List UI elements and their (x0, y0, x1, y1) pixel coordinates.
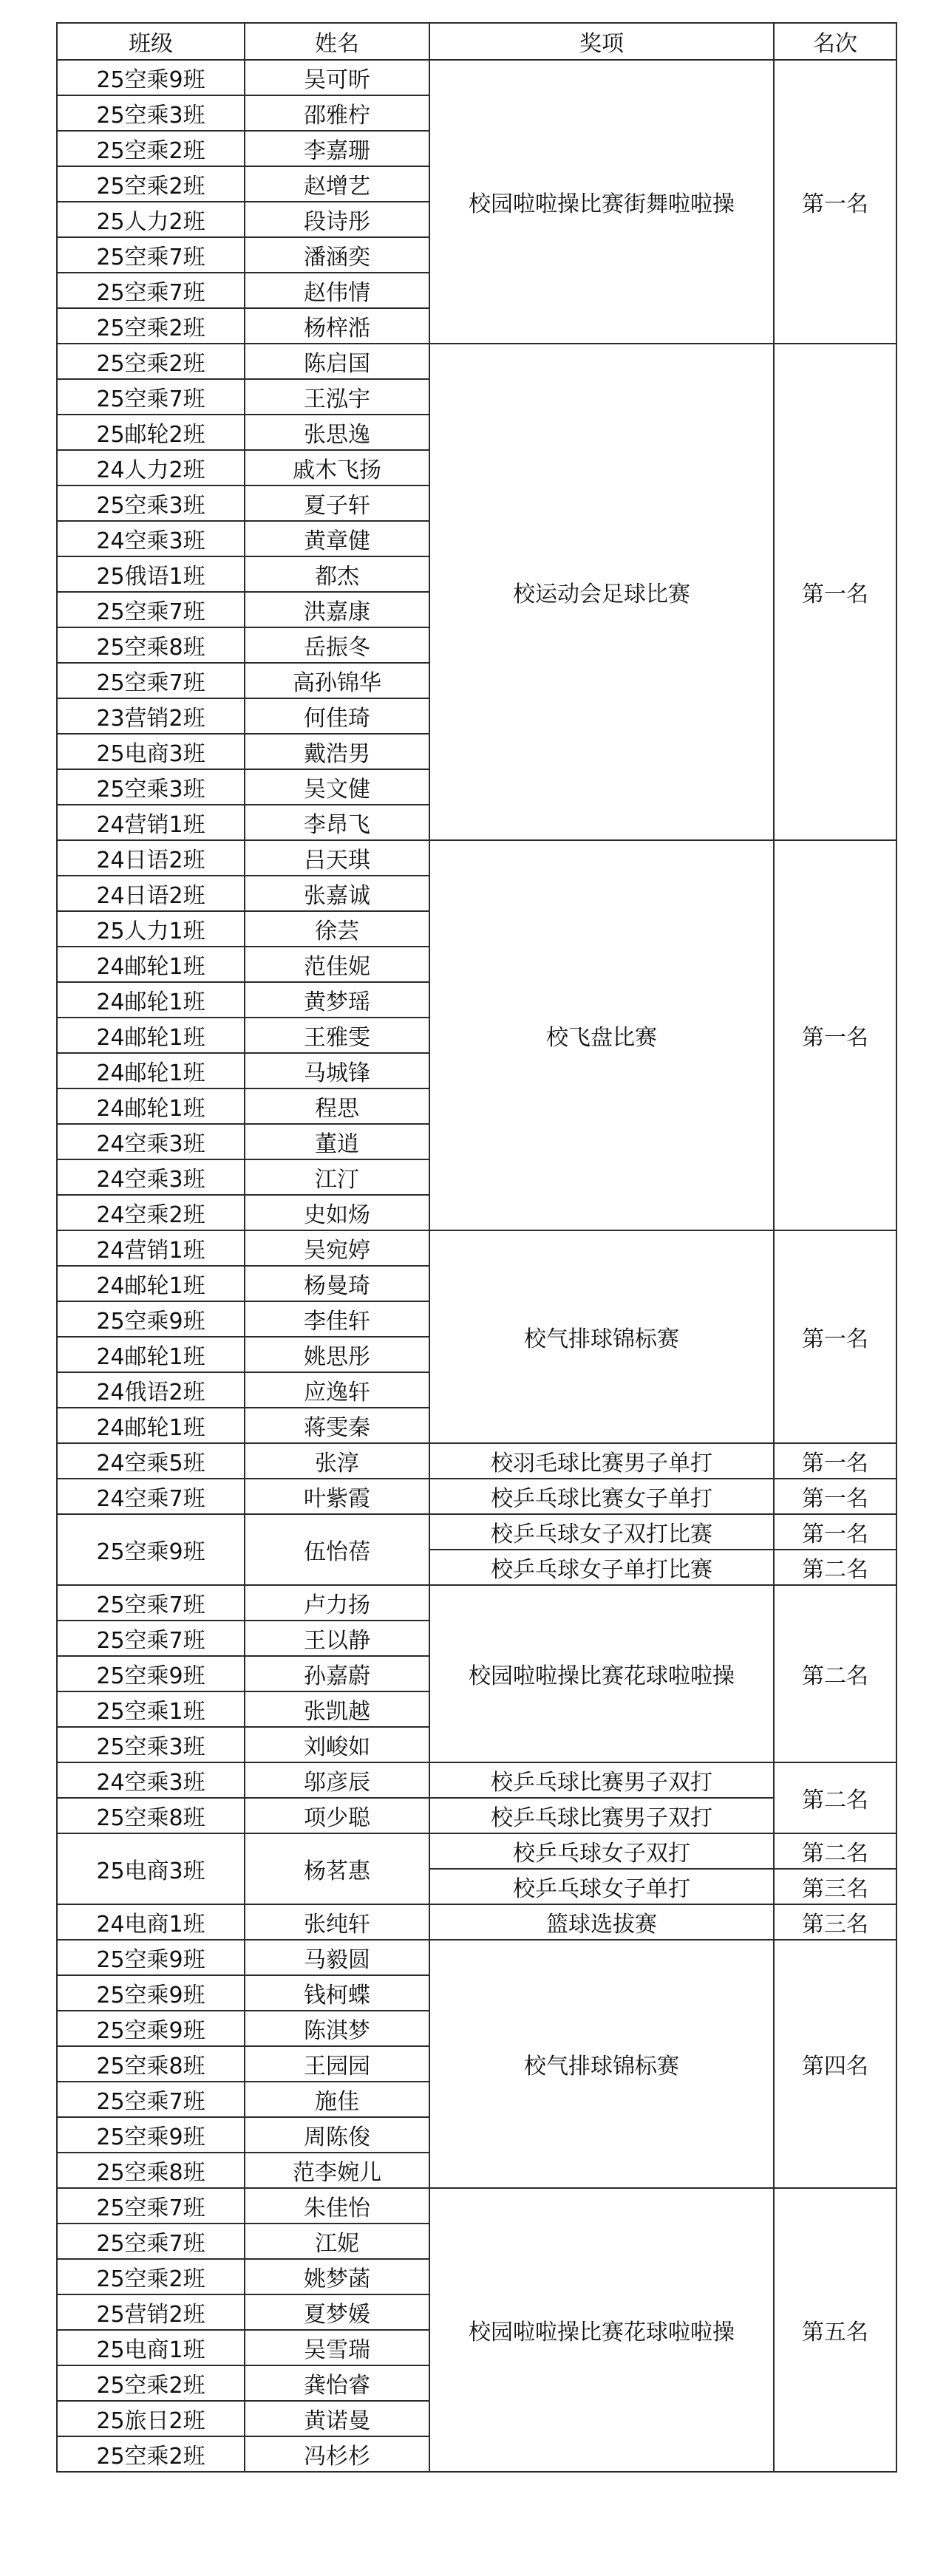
student-name-cell: 程思 (245, 1088, 429, 1124)
rank-cell: 第二名 (774, 1550, 896, 1585)
award-cell: 校乒乓球女子单打比赛 (429, 1550, 774, 1585)
award-cell: 校乒乓球女子双打 (429, 1833, 774, 1869)
class-cell: 24空乘3班 (57, 1762, 245, 1798)
student-name-cell: 吴宛婷 (245, 1230, 429, 1266)
class-cell: 25空乘2班 (57, 166, 245, 202)
student-name-cell: 朱佳怡 (245, 2188, 429, 2224)
class-cell: 24邮轮1班 (57, 947, 245, 982)
header-name: 姓名 (245, 23, 429, 60)
student-name-cell: 项少聪 (245, 1798, 429, 1833)
award-cell: 校园啦啦操比赛街舞啦啦操 (429, 60, 774, 344)
student-name-cell: 江汀 (245, 1159, 429, 1195)
class-cell: 25邮轮2班 (57, 415, 245, 450)
class-cell: 25空乘7班 (57, 2188, 245, 2224)
class-cell: 25空乘8班 (57, 2046, 245, 2082)
award-cell: 校气排球锦标赛 (429, 1940, 774, 2188)
student-name-cell: 杨梓湉 (245, 308, 429, 344)
rank-cell: 第三名 (774, 1904, 896, 1940)
student-name-cell: 马毅圆 (245, 1940, 429, 1975)
student-name-cell: 王泓宇 (245, 379, 429, 415)
class-cell: 25空乘9班 (57, 1656, 245, 1691)
student-name-cell: 夏子轩 (245, 485, 429, 521)
class-cell: 24俄语2班 (57, 1372, 245, 1408)
student-name-cell: 刘峻如 (245, 1727, 429, 1762)
class-cell: 24邮轮1班 (57, 1088, 245, 1124)
class-cell: 24营销1班 (57, 1230, 245, 1266)
table-row (57, 1585, 896, 1621)
table-body (57, 60, 896, 2472)
class-cell: 24空乘7班 (57, 1479, 245, 1514)
student-name-cell: 吴可昕 (245, 60, 429, 95)
class-cell: 24空乘3班 (57, 521, 245, 556)
class-cell: 25空乘7班 (57, 273, 245, 308)
class-cell: 25空乘9班 (57, 2117, 245, 2153)
student-name-cell: 赵伟情 (245, 273, 429, 308)
student-name-cell: 王园园 (245, 2046, 429, 2082)
award-cell: 校园啦啦操比赛花球啦啦操 (429, 2188, 774, 2472)
rank-cell: 第一名 (774, 60, 896, 344)
student-name-cell: 李嘉珊 (245, 131, 429, 166)
award-cell: 校乒乓球女子双打比赛 (429, 1514, 774, 1550)
student-name-cell: 姚思彤 (245, 1337, 429, 1372)
class-cell: 25空乘7班 (57, 592, 245, 627)
student-name-cell: 王以静 (245, 1621, 429, 1656)
rank-cell: 第四名 (774, 1940, 896, 2188)
class-cell: 24邮轮1班 (57, 1337, 245, 1372)
rank-cell: 第二名 (774, 1585, 896, 1762)
class-cell: 25空乘2班 (57, 131, 245, 166)
award-cell: 校飞盘比赛 (429, 840, 774, 1230)
student-name-cell: 吴文健 (245, 769, 429, 805)
student-name-cell: 姚梦菡 (245, 2259, 429, 2294)
student-name-cell: 王雅雯 (245, 1018, 429, 1053)
class-cell: 24邮轮1班 (57, 1266, 245, 1301)
table-row (57, 1762, 896, 1798)
class-cell: 25空乘7班 (57, 2082, 245, 2117)
table-row (57, 840, 896, 876)
award-cell: 校乒乓球比赛女子单打 (429, 1479, 774, 1514)
class-cell: 25旅日2班 (57, 2401, 245, 2436)
class-cell: 24空乘3班 (57, 1159, 245, 1195)
class-cell: 24日语2班 (57, 840, 245, 876)
award-cell: 校园啦啦操比赛花球啦啦操 (429, 1585, 774, 1762)
class-cell: 25空乘1班 (57, 1691, 245, 1727)
class-cell: 25空乘7班 (57, 1585, 245, 1621)
student-name-cell: 龚怡睿 (245, 2365, 429, 2401)
student-name-cell: 张凯越 (245, 1691, 429, 1727)
class-cell: 25空乘3班 (57, 485, 245, 521)
award-cell: 校乒乓球比赛男子双打 (429, 1798, 774, 1833)
student-name-cell: 黄梦瑶 (245, 982, 429, 1018)
student-name-cell: 孙嘉蔚 (245, 1656, 429, 1691)
class-cell: 24日语2班 (57, 876, 245, 911)
student-name-cell: 黄章健 (245, 521, 429, 556)
class-cell: 24空乘2班 (57, 1195, 245, 1230)
award-cell: 校气排球锦标赛 (429, 1230, 774, 1443)
class-cell: 25空乘2班 (57, 308, 245, 344)
rank-cell: 第一名 (774, 840, 896, 1230)
student-name-cell: 夏梦媛 (245, 2294, 429, 2330)
table-row (57, 344, 896, 379)
table-row (57, 1443, 896, 1479)
student-name-cell: 洪嘉康 (245, 592, 429, 627)
class-cell: 25空乘9班 (57, 1514, 245, 1585)
student-name-cell: 都杰 (245, 556, 429, 592)
class-cell: 25电商1班 (57, 2330, 245, 2365)
student-name-cell: 邬彦辰 (245, 1762, 429, 1798)
student-name-cell: 范佳妮 (245, 947, 429, 982)
student-name-cell: 吴雪瑞 (245, 2330, 429, 2365)
class-cell: 25电商3班 (57, 1833, 245, 1904)
student-name-cell: 段诗彤 (245, 202, 429, 237)
class-cell: 25空乘2班 (57, 2259, 245, 2294)
class-cell: 25空乘9班 (57, 1940, 245, 1975)
student-name-cell: 赵增艺 (245, 166, 429, 202)
class-cell: 24邮轮1班 (57, 982, 245, 1018)
student-name-cell: 戚木飞扬 (245, 450, 429, 485)
class-cell: 25空乘9班 (57, 1301, 245, 1337)
student-name-cell: 岳振冬 (245, 627, 429, 663)
class-cell: 25空乘7班 (57, 2224, 245, 2259)
class-cell: 25空乘2班 (57, 344, 245, 379)
class-cell: 24营销1班 (57, 805, 245, 840)
student-name-cell: 董逍 (245, 1124, 429, 1159)
table-row (57, 60, 896, 95)
class-cell: 25电商3班 (57, 734, 245, 769)
class-cell: 25营销2班 (57, 2294, 245, 2330)
table-row (57, 1230, 896, 1266)
table-row (57, 1798, 896, 1833)
student-name-cell: 范李婉儿 (245, 2153, 429, 2188)
student-name-cell: 邵雅柠 (245, 95, 429, 131)
class-cell: 25空乘8班 (57, 627, 245, 663)
class-cell: 25空乘7班 (57, 1621, 245, 1656)
award-cell: 校乒乓球比赛男子双打 (429, 1762, 774, 1798)
table-row (57, 1940, 896, 1975)
student-name-cell: 张嘉诚 (245, 876, 429, 911)
class-cell: 24空乘3班 (57, 1124, 245, 1159)
student-name-cell: 黄诺曼 (245, 2401, 429, 2436)
student-name-cell: 应逸轩 (245, 1372, 429, 1408)
header-rank: 名次 (774, 23, 896, 60)
header-award: 奖项 (429, 23, 774, 60)
rank-cell: 第五名 (774, 2188, 896, 2472)
class-cell: 25空乘7班 (57, 379, 245, 415)
awards-table-container (56, 22, 897, 2473)
class-cell: 25空乘3班 (57, 95, 245, 131)
student-name-cell: 伍怡蓓 (245, 1514, 429, 1585)
rank-cell: 第二名 (774, 1762, 896, 1833)
class-cell: 24邮轮1班 (57, 1018, 245, 1053)
class-cell: 24空乘5班 (57, 1443, 245, 1479)
student-name-cell: 张淳 (245, 1443, 429, 1479)
class-cell: 24电商1班 (57, 1904, 245, 1940)
student-name-cell: 何佳琦 (245, 698, 429, 734)
rank-cell: 第一名 (774, 1443, 896, 1479)
rank-cell: 第一名 (774, 1514, 896, 1550)
rank-cell: 第一名 (774, 1479, 896, 1514)
student-name-cell: 李佳轩 (245, 1301, 429, 1337)
student-name-cell: 史如炀 (245, 1195, 429, 1230)
table-row (57, 1833, 896, 1869)
class-cell: 25人力1班 (57, 911, 245, 947)
student-name-cell: 吕天琪 (245, 840, 429, 876)
class-cell: 25空乘7班 (57, 663, 245, 698)
student-name-cell: 高孙锦华 (245, 663, 429, 698)
table-row (57, 1479, 896, 1514)
student-name-cell: 江妮 (245, 2224, 429, 2259)
student-name-cell: 施佳 (245, 2082, 429, 2117)
award-cell: 校运动会足球比赛 (429, 344, 774, 840)
student-name-cell: 潘涵奕 (245, 237, 429, 273)
class-cell: 24邮轮1班 (57, 1408, 245, 1443)
class-cell: 25空乘2班 (57, 2436, 245, 2472)
class-cell: 23营销2班 (57, 698, 245, 734)
header-class: 班级 (57, 23, 245, 60)
student-name-cell: 陈淇梦 (245, 2011, 429, 2046)
class-cell: 25空乘9班 (57, 2011, 245, 2046)
class-cell: 25俄语1班 (57, 556, 245, 592)
student-name-cell: 卢力扬 (245, 1585, 429, 1621)
rank-cell: 第二名 (774, 1833, 896, 1869)
class-cell: 25空乘3班 (57, 769, 245, 805)
rank-cell: 第三名 (774, 1869, 896, 1904)
student-name-cell: 蒋雯秦 (245, 1408, 429, 1443)
student-name-cell: 陈启国 (245, 344, 429, 379)
student-name-cell: 张思逸 (245, 415, 429, 450)
rank-cell: 第一名 (774, 1230, 896, 1443)
student-name-cell: 周陈俊 (245, 2117, 429, 2153)
table-row (57, 1514, 896, 1550)
rank-cell: 第一名 (774, 344, 896, 840)
table-row (57, 2188, 896, 2224)
header-row (57, 23, 896, 60)
student-name-cell: 马城锋 (245, 1053, 429, 1088)
student-name-cell: 杨茗惠 (245, 1833, 429, 1904)
student-name-cell: 冯杉杉 (245, 2436, 429, 2472)
class-cell: 25空乘3班 (57, 1727, 245, 1762)
class-cell: 25人力2班 (57, 202, 245, 237)
class-cell: 24邮轮1班 (57, 1053, 245, 1088)
class-cell: 25空乘2班 (57, 2365, 245, 2401)
student-name-cell: 戴浩男 (245, 734, 429, 769)
student-name-cell: 张纯轩 (245, 1904, 429, 1940)
student-name-cell: 叶紫霞 (245, 1479, 429, 1514)
table-row (57, 1904, 896, 1940)
award-cell: 校羽毛球比赛男子单打 (429, 1443, 774, 1479)
class-cell: 25空乘9班 (57, 1975, 245, 2011)
student-name-cell: 李昂飞 (245, 805, 429, 840)
student-name-cell: 钱柯蝶 (245, 1975, 429, 2011)
class-cell: 24人力2班 (57, 450, 245, 485)
class-cell: 25空乘8班 (57, 1798, 245, 1833)
awards-table (56, 22, 897, 2473)
class-cell: 25空乘7班 (57, 237, 245, 273)
award-cell: 篮球选拔赛 (429, 1904, 774, 1940)
award-cell: 校乒乓球女子单打 (429, 1869, 774, 1904)
student-name-cell: 杨曼琦 (245, 1266, 429, 1301)
student-name-cell: 徐芸 (245, 911, 429, 947)
class-cell: 25空乘9班 (57, 60, 245, 95)
class-cell: 25空乘8班 (57, 2153, 245, 2188)
